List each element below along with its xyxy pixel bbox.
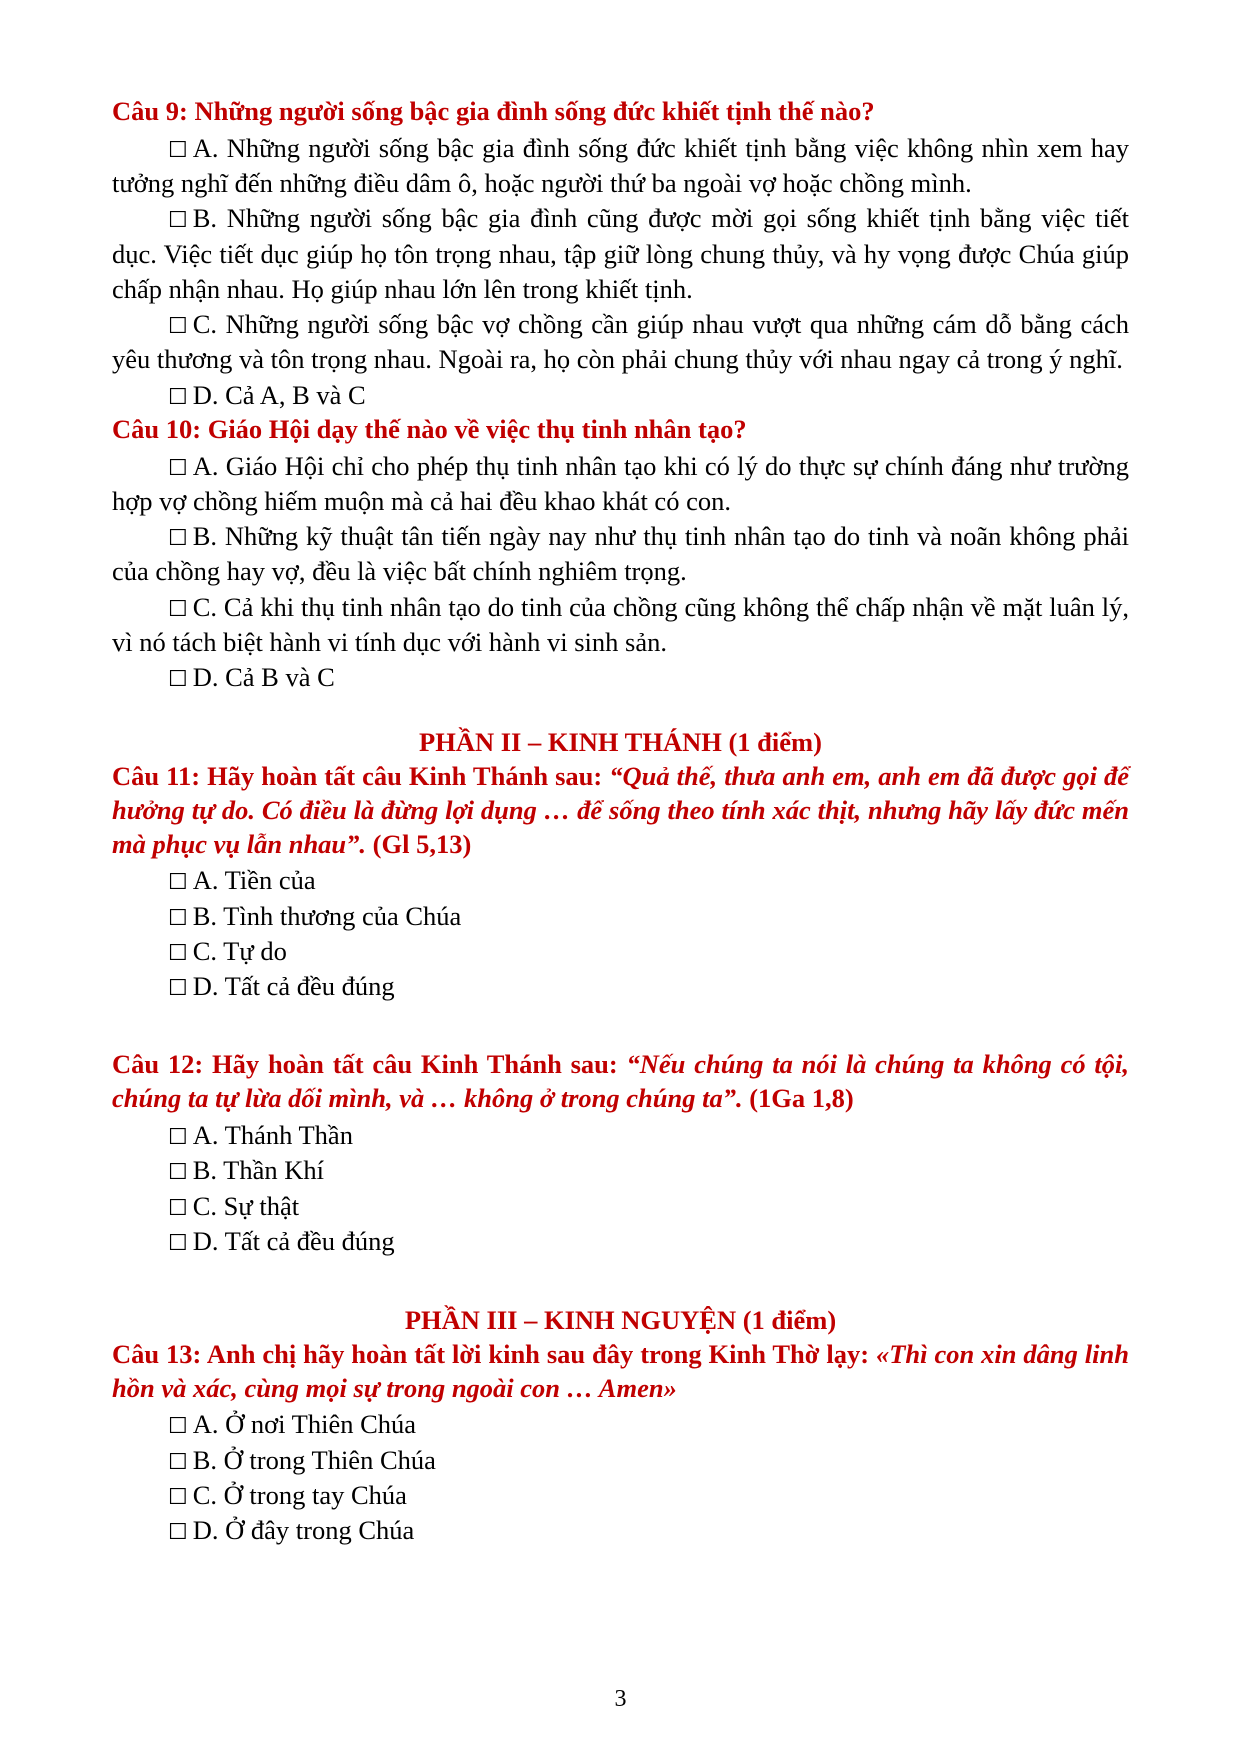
- question-heading-10: [112, 413, 1129, 447]
- checkbox-icon[interactable]: ☐: [168, 1230, 188, 1256]
- page-number: 3: [614, 1686, 627, 1712]
- question-prompt-11: Hãy hoàn tất câu Kinh Thánh sau:: [200, 760, 610, 791]
- answer-option[interactable]: [112, 1189, 1129, 1224]
- answer-text: A. Những người sống bậc gia đình sống đức khiết tịnh bằng việc không nhìn xem hay tưởng nghĩ đến những điều dâm ô, hoặc người thứ ba ngoài vợ hoặc chồng mình.: [112, 132, 1129, 199]
- answer-option[interactable]: [112, 201, 1129, 307]
- answer-option[interactable]: [112, 307, 1129, 377]
- answer-option[interactable]: [112, 863, 1129, 898]
- answer-text: B. Những người sống bậc gia đình cũng được mời gọi sống khiết tịnh bằng việc tiết dục. Việc tiết dục giúp họ tôn trọng nhau, tập giữ lòng chung thủy, và hy vọng được Chúa giúp chấp nhận nhau. Họ giúp nhau lớn lên trong khiết tịnh.: [112, 203, 1129, 304]
- section-heading-2: [112, 725, 1129, 759]
- checkbox-icon[interactable]: ☐: [168, 1520, 188, 1546]
- checkbox-icon[interactable]: ☐: [168, 667, 188, 693]
- answer-option[interactable]: [112, 1443, 1129, 1478]
- checkbox-icon[interactable]: ☐: [168, 940, 188, 966]
- answer-text: B. Thần Khí: [192, 1155, 325, 1186]
- checkbox-icon[interactable]: ☐: [168, 596, 188, 622]
- answer-option[interactable]: [112, 519, 1129, 589]
- answer-text: B. Những kỹ thuật tân tiến ngày nay như thụ tinh nhân tạo do tinh và noãn không phải của chồng hay vợ, đều là việc bất chính nghiêm trọng.: [112, 521, 1129, 587]
- answer-option[interactable]: [112, 131, 1129, 201]
- question-prompt-13: Anh chị hãy hoàn tất lời kinh sau đây trong Kinh Thờ lạy:: [201, 1338, 876, 1369]
- answer-text: D. Cả B và C: [192, 662, 335, 693]
- section-heading-3-points: (1 điểm): [736, 1305, 837, 1336]
- answer-option[interactable]: [112, 378, 1129, 413]
- answer-list-13: [112, 1407, 1129, 1548]
- question-label-13: Câu 13:: [112, 1338, 202, 1369]
- checkbox-icon[interactable]: ☐: [168, 314, 188, 340]
- question-title-10: Giáo Hội dạy thế nào về việc thụ tinh nhân tạo?: [201, 413, 747, 444]
- answer-text: A. Tiền của: [192, 865, 316, 896]
- question-reference-11: (Gl 5,13): [366, 828, 472, 859]
- checkbox-icon[interactable]: ☐: [168, 1449, 188, 1475]
- question-heading-9: [112, 95, 1129, 129]
- checkbox-icon[interactable]: ☐: [168, 1125, 188, 1151]
- question-heading-13: [112, 1338, 1129, 1406]
- question-quote-12: “Nếu chúng ta nói là chúng ta không có tội, chúng ta tự lừa dối mình, và … không ở trong chúng ta”.: [112, 1049, 1129, 1114]
- answer-text: A. Thánh Thần: [192, 1120, 353, 1151]
- question-label-11: Câu 11:: [112, 760, 201, 791]
- checkbox-icon[interactable]: ☐: [168, 1414, 188, 1440]
- question-label-9: Câu 9:: [112, 96, 188, 126]
- answer-option[interactable]: [112, 969, 1129, 1004]
- answer-option[interactable]: [112, 590, 1129, 660]
- question-label-10: Câu 10:: [112, 413, 202, 444]
- answer-text: D. Cả A, B và C: [192, 379, 366, 410]
- question-label-12: Câu 12:: [112, 1049, 204, 1080]
- answer-option[interactable]: [112, 1513, 1129, 1548]
- section-heading-3: [112, 1303, 1129, 1337]
- answer-text: D. Tất cả đều đúng: [192, 1225, 395, 1256]
- checkbox-icon[interactable]: ☐: [168, 976, 188, 1002]
- question-title-9: Những người sống bậc gia đình sống đức khiết tịnh thế nào?: [187, 96, 875, 126]
- question-quote-11: “Quả thế, thưa anh em, anh em đã được gọi để hưởng tự do. Có điều là đừng lợi dụng … để sống theo tính xác thịt, nhưng hãy lấy đức mến mà phục vụ lẫn nhau”.: [112, 760, 1129, 859]
- answer-option[interactable]: [112, 934, 1129, 969]
- answer-text: A. Giáo Hội chỉ cho phép thụ tinh nhân tạo khi có lý do thực sự chính đáng như trường hợp vợ chồng hiếm muộn mà cả hai đều khao khát có con.: [112, 450, 1129, 516]
- checkbox-icon[interactable]: ☐: [168, 384, 188, 410]
- question-heading-11: [112, 760, 1129, 862]
- question-quote-13: «Thì con xin dâng linh hồn và xác, cùng mọi sự trong ngoài con … Amen»: [112, 1338, 1130, 1403]
- checkbox-icon[interactable]: ☐: [168, 1484, 188, 1510]
- answer-text: B. Tình thương của Chúa: [192, 900, 462, 931]
- answer-text: D. Tất cả đều đúng: [192, 971, 395, 1002]
- answer-text: C. Ở trong tay Chúa: [192, 1479, 407, 1510]
- answer-option[interactable]: [112, 1407, 1129, 1442]
- question-prompt-12: Hãy hoàn tất câu Kinh Thánh sau:: [203, 1049, 627, 1080]
- answer-list-12: [112, 1118, 1129, 1259]
- question-heading-12: [112, 1048, 1129, 1116]
- answer-option[interactable]: [112, 1478, 1129, 1513]
- checkbox-icon[interactable]: ☐: [168, 1195, 188, 1221]
- answer-option[interactable]: [112, 449, 1129, 519]
- answer-option[interactable]: [112, 1153, 1129, 1188]
- checkbox-icon[interactable]: ☐: [168, 455, 188, 481]
- answer-option[interactable]: [112, 899, 1129, 934]
- question-reference-12: (1Ga 1,8): [742, 1083, 854, 1114]
- answer-option[interactable]: [112, 660, 1129, 695]
- answer-text: A. Ở nơi Thiên Chúa: [192, 1409, 417, 1440]
- checkbox-icon[interactable]: ☐: [168, 870, 188, 896]
- answer-list-9: [112, 131, 1129, 413]
- answer-text: B. Ở trong Thiên Chúa: [192, 1444, 436, 1475]
- section-heading-2-text: PHẦN II – KINH THÁNH: [419, 727, 722, 758]
- checkbox-icon[interactable]: ☐: [168, 137, 188, 163]
- answer-option[interactable]: [112, 1224, 1129, 1259]
- section-heading-3-text: PHẦN III – KINH NGUYỆN: [404, 1305, 737, 1336]
- answer-text: C. Tự do: [192, 935, 287, 966]
- checkbox-icon[interactable]: ☐: [168, 1160, 188, 1186]
- answer-option[interactable]: [112, 1118, 1129, 1153]
- answer-list-11: [112, 863, 1129, 1004]
- answer-text: D. Ở đây trong Chúa: [192, 1515, 415, 1546]
- checkbox-icon[interactable]: ☐: [168, 526, 188, 552]
- answer-text: C. Cả khi thụ tinh nhân tạo do tinh của chồng cũng không thể chấp nhận về mặt luân lý, vì nó tách biệt hành vi tính dục với hành vi sinh sản.: [112, 591, 1129, 657]
- checkbox-icon[interactable]: ☐: [168, 905, 188, 931]
- answer-text: C. Những người sống bậc vợ chồng cần giúp nhau vượt qua những cám dỗ bằng cách yêu thương và tôn trọng nhau. Ngoài ra, họ còn phải chung thủy với nhau ngay cả trong ý nghĩ.: [112, 309, 1129, 375]
- section-heading-2-points: (1 điểm): [721, 727, 822, 758]
- answer-list-10: [112, 449, 1129, 696]
- answer-text: C. Sự thật: [192, 1190, 300, 1221]
- checkbox-icon[interactable]: ☐: [168, 208, 188, 234]
